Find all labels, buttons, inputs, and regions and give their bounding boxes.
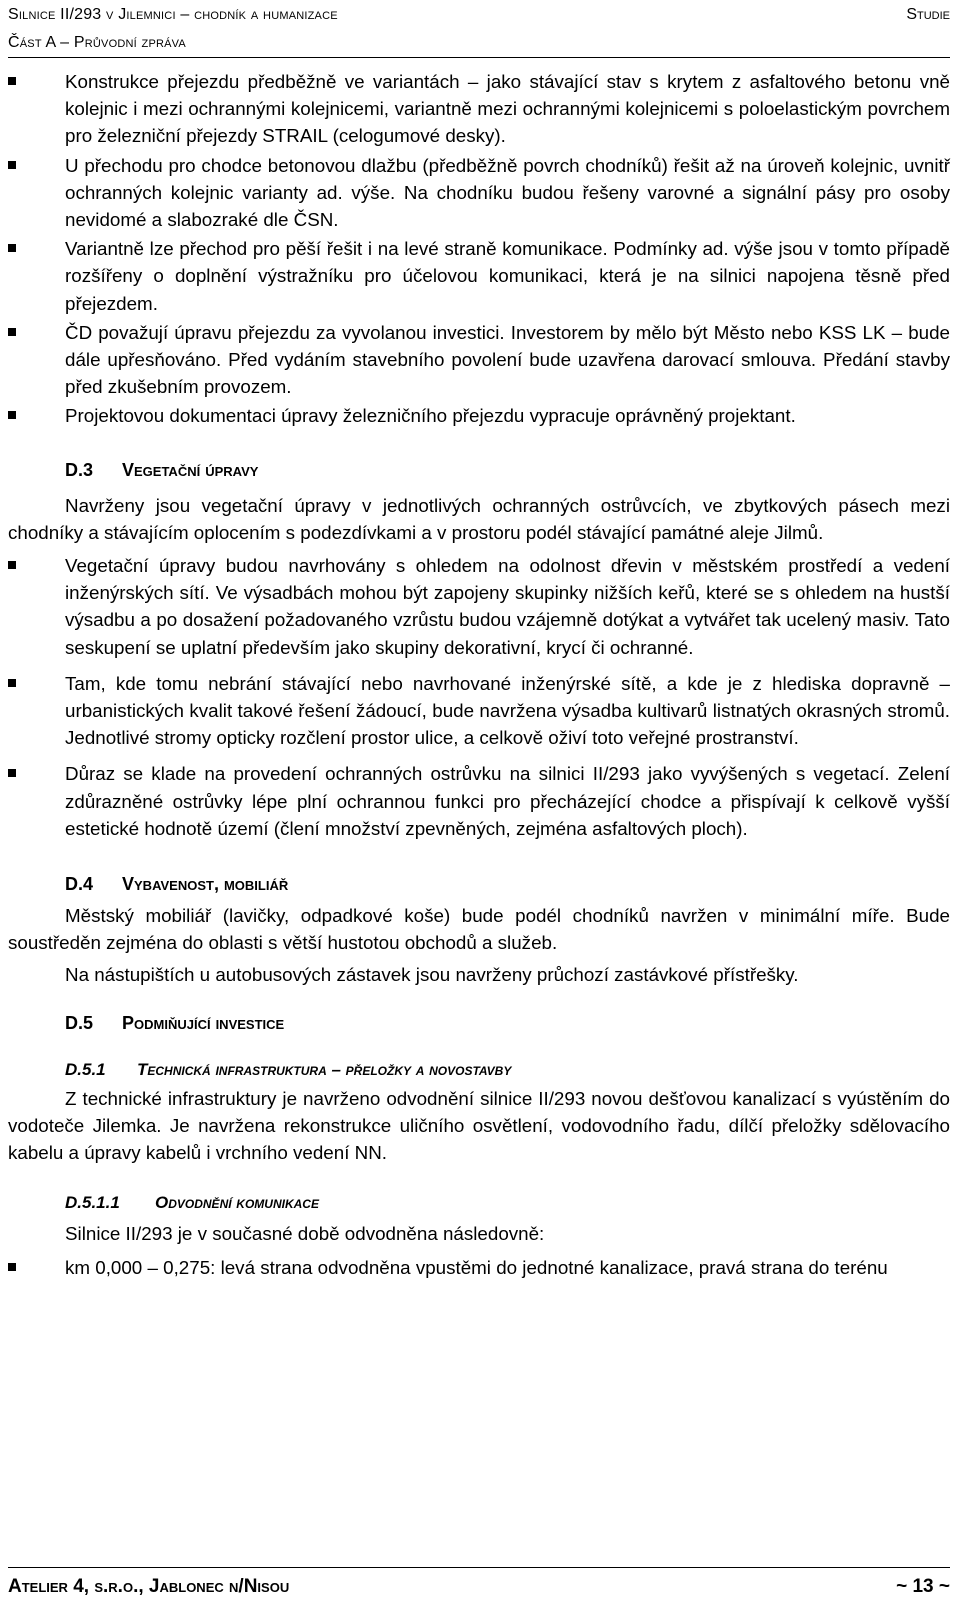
bullet-icon	[8, 161, 16, 169]
bullet-icon	[8, 561, 16, 569]
section-paragraph: Na nástupištích u autobusových zástavek jsou navrženy průchozí zastávkové přístřešky.	[65, 964, 799, 986]
list-item: Projektovou dokumentaci úpravy železničního přejezdu vypracuje oprávněný projektant.	[8, 402, 950, 429]
bullet-icon	[8, 679, 16, 687]
footer-company: Atelier 4, s.r.o., Jablonec n/Nisou	[8, 1576, 290, 1597]
document-part: Část A – Průvodní zpráva	[8, 34, 186, 51]
list-item: Tam, kde tomu nebrání stávající nebo navrhované inženýrské sítě, a kde je z hlediska dopravně – urbanistických kvalit takové řešení žádoucí, bude navržena výsadba kultivarů listnatých okrasných stromů. Jednotlivé stromy opticky rozčlení prostor ulice, a celkově oživí toto veřejné prostranství.	[8, 670, 950, 752]
bullet-icon	[8, 411, 16, 419]
section-paragraph: Silnice II/293 je v současné době odvodněna následovně:	[65, 1223, 545, 1245]
list-item: Důraz se klade na provedení ochranných ostrůvku na silnici II/293 jako vyvýšených s vegetací. Zelení zdůrazněné ostrůvky lépe plní ochrannou funkci pro přecházející chodce a přispívají k celkově vyšší estetické hodnotě území (člení množství zpevněných, zejména asfaltových ploch).	[8, 760, 950, 842]
document-title: Silnice II/293 v Jilemnici – chodník a humanizace	[8, 6, 338, 23]
page-footer	[8, 1567, 950, 1608]
top-bullet-list	[8, 68, 950, 430]
list-item: U přechodu pro chodce betonovou dlažbu (předběžně povrch chodníků) řešit až na úroveň kolejnic, uvnitř ochranných kolejnic varianty ad. výše. Na chodníku budou řešeny varovné a signální pásy pro osoby nevidomé a slabozraké dle ČSN.	[8, 152, 950, 234]
bullet-icon	[8, 328, 16, 336]
bullet-icon	[8, 77, 16, 85]
section-paragraph: Z technické infrastruktury je navrženo odvodnění silnice II/293 novou dešťovou kanalizací s vyústěním do vodoteče Jilemka. Je navržena rekonstrukce uličního osvětlení, vodovodního řadu, dílčí přeložky sdělovacího kabelu a úpravy kabelů i vrchního vedení NN.	[8, 1087, 950, 1164]
list-item: km 0,000 – 0,275: levá strana odvodněna vpustěmi do jednotné kanalizace, pravá strana do terénu	[8, 1254, 950, 1281]
list-item: Vegetační úpravy budou navrhovány s ohledem na odolnost dřevin v městském prostředí a vedení inženýrských sítí. Ve výsadbách mohou být zapojeny skupinky nižších keřů, které se s ohledem na hustší výsadbu a po dosažení požadovaného vzrůstu budou vzájemně dotýkat a vytvářet tak ucelený masiv. Tato seskupení se uplatní především jako skupiny dekorativní, krycí či ochranné.	[8, 552, 950, 661]
subsection-heading-d51: D.5.1 Technická infrastruktura – přeložky a novostavby	[65, 1059, 512, 1079]
section-heading-d4: D.4 Vybavenost, mobiliář	[65, 874, 289, 895]
bullet-icon	[8, 1263, 16, 1271]
section-heading-d5: D.5 Podmiňující investice	[65, 1012, 285, 1033]
section-paragraph: Navrženy jsou vegetační úpravy v jednotlivých ochranných ostrůvcích, ve zbytkových pásech mezi chodníky a stávajícím oplocením s podezdívkami a v prostoru podél stávající památné aleje Jilmů.	[8, 494, 950, 543]
subsection-heading-d511: D.5.1.1 Odvodnění komunikace	[65, 1193, 319, 1213]
section-heading-d3: D.3 Vegetační úpravy	[65, 459, 259, 480]
bullet-icon	[8, 244, 16, 252]
section-paragraph: Městský mobiliář (lavičky, odpadkové koše) bude podél chodníků navržen v minimální míře. Bude soustředěn zejména do oblasti s větší hustotou obchodů a služeb.	[8, 905, 950, 954]
list-item: Variantně lze přechod pro pěší řešit i na levé straně komunikace. Podmínky ad. výše jsou v tomto případě rozšířeny o doplnění výstražníku pro účelovou komunikaci, která je na silnici napojena těsně před přejezdem.	[8, 235, 950, 317]
list-item: ČD považují úpravu přejezdu za vyvolanou investici. Investorem by mělo být Město nebo KSS LK – bude dále upřesňováno. Před vydáním stavebního povolení bude uzavřena darovací smlouva. Předání stavby před zkušebním provozem.	[8, 319, 950, 401]
page-content	[8, 68, 950, 1281]
d511-bullet-list	[8, 1254, 950, 1281]
page-header	[8, 2, 950, 58]
list-item: Konstrukce přejezdu předběžně ve variantách – jako stávající stav s krytem z asfaltového betonu vně kolejnic i mezi ochrannými kolejnicemi, variantně mezi ochrannými kolejnicemi s poloelastickým povrchem pro železniční přejezdy STRAIL (celogumové desky).	[8, 68, 950, 150]
bullet-icon	[8, 769, 16, 777]
document-type: Studie	[906, 6, 950, 23]
page-number: ~ 13 ~	[896, 1576, 950, 1597]
d3-bullet-list	[8, 552, 950, 842]
